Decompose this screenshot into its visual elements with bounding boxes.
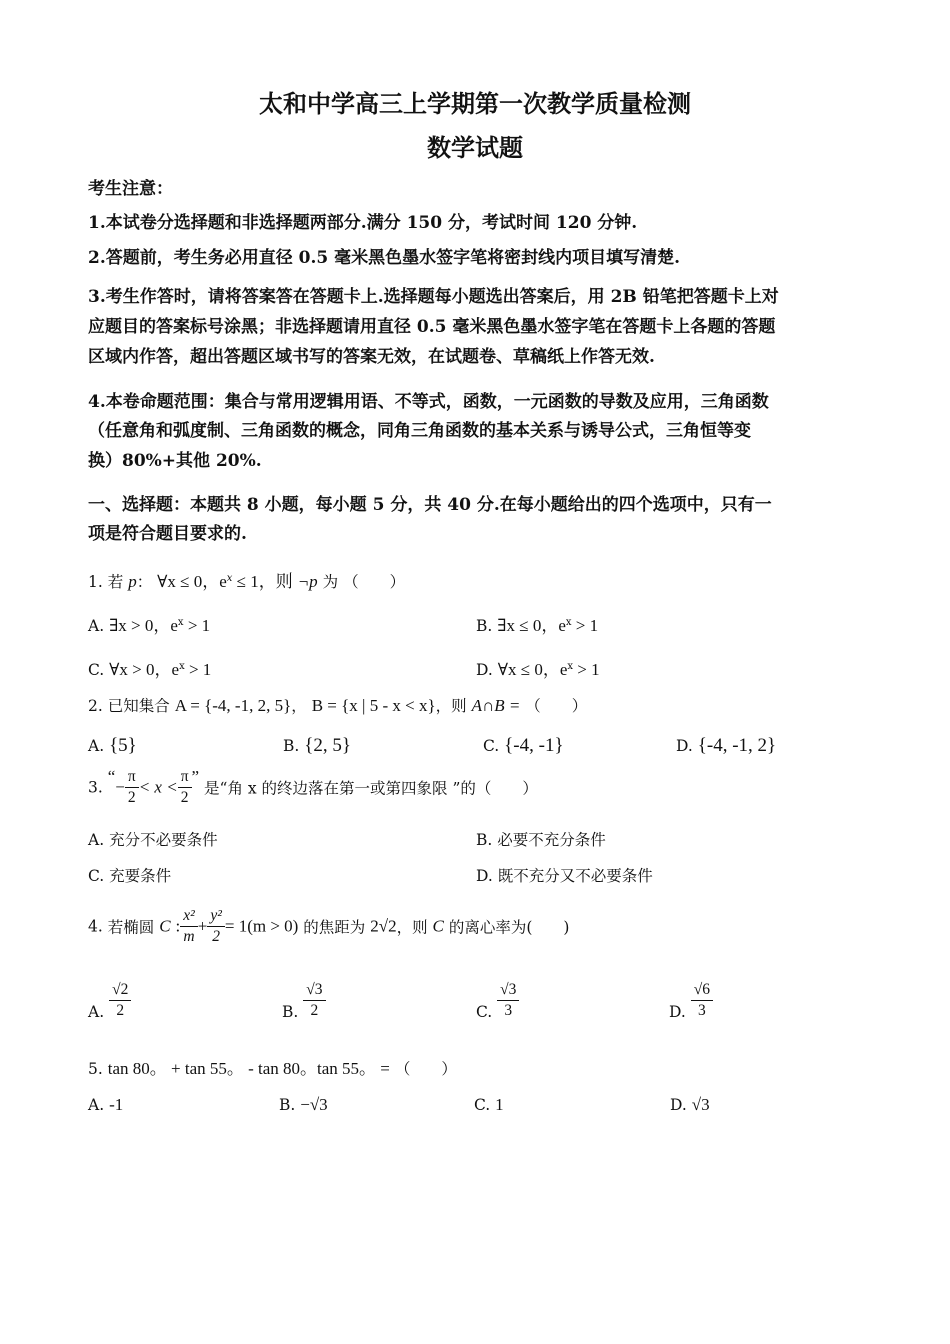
- option-d: D. √3: [670, 1095, 710, 1114]
- notice-line: 换）80%+其他 20%.: [88, 451, 262, 471]
- page-title: 太和中学高三上学期第一次教学质量检测: [259, 89, 691, 118]
- option-d: D. 既不充分又不必要条件: [476, 867, 653, 885]
- option-c: C. 充要条件: [88, 867, 172, 885]
- option-d: D. ∀x ≤ 0，$e^x > 1$: [476, 660, 600, 679]
- notice-line: （任意角和弧度制、三角函数的概念，同角三角函数的基本关系与诱导公式，三角恒等变: [88, 421, 751, 441]
- section-heading: 一、选择题：本题共 8 小题，每小题 5 分，共 40 分.在每小题给出的四个选项中，只有一: [88, 495, 772, 515]
- option-c: C. 1: [474, 1095, 504, 1114]
- notice-line: 应题目的答案标号涂黑；非选择题请用直径 0.5 毫米黑色墨水签字笔在答题卡上各题的答题: [88, 317, 776, 337]
- section-heading: 项是符合题目要求的.: [88, 524, 247, 544]
- notice-line: 3.考生作答时，请将答案答在答题卡上.选择题每小题选出答案后，用 2B 铅笔把答题卡上对: [88, 287, 779, 307]
- option-d: D. {-4, -1, 2}: [676, 735, 777, 756]
- option-a: A. $\frac{√2}{2}$: [88, 980, 131, 1021]
- option-d: D. $\frac{√6}{3}$: [669, 980, 713, 1021]
- option-b: B. $\frac{√3}{2}$: [282, 980, 326, 1021]
- option-a: A. ∃x > 0，$e^x > 1$: [88, 616, 211, 635]
- option-c: C. {-4, -1}: [483, 735, 564, 756]
- notice-heading: 考生注意：: [88, 179, 173, 199]
- page-subtitle: 数学试题: [427, 133, 523, 162]
- notice-line: 2.答题前，考生务必用直径 0.5 毫米黑色墨水签字笔将密封线内项目填写清楚.: [88, 248, 681, 268]
- option-b: B. −√3: [279, 1095, 328, 1114]
- question-4: 4. 若椭圆 C : $\frac{\text{x²}}{m}$ + $\frac{\text{y²}}{2}$ = 1(m > 0) 的焦距为 2√2，则 C 的离心率为( ): [88, 907, 570, 945]
- option-b: B. 必要不充分条件: [476, 831, 606, 849]
- notice-line: 区域内作答，超出答题区域书写的答案无效，在试题卷、草稿纸上作答无效.: [88, 347, 655, 367]
- question-2: 2. 已知集合 A = {-4, -1, 2, 5}， B = {x | 5 - x < x}，则 A∩B = （ ）: [88, 696, 588, 715]
- option-c: C. ∀x > 0，$e^x > 1$: [88, 660, 212, 679]
- option-a: A. -1: [88, 1095, 124, 1114]
- question-5: 5. tan 80。 + tan 55。 - tan 80。tan 55。 = （ ）: [88, 1059, 457, 1078]
- notice-line: 1.本试卷分选择题和非选择题两部分.满分 150 分，考试时间 120 分钟.: [88, 213, 638, 233]
- option-b: B. ∃x ≤ 0，$e^x > 1$: [476, 616, 599, 635]
- question-1: 1. 若 p： ∀x ≤ 0，$e^x \le 1$，则 ¬p 为 （ ）: [88, 572, 406, 591]
- option-a: A. 充分不必要条件: [88, 831, 218, 849]
- option-c: C. $\frac{√3}{3}$: [476, 980, 519, 1021]
- option-b: B. {2, 5}: [283, 735, 352, 756]
- notice-line: 4.本卷命题范围：集合与常用逻辑用语、不等式，函数，一元函数的导数及应用，三角函数: [88, 392, 769, 412]
- option-a: A. {5}: [88, 735, 137, 756]
- question-3: 3. “− $\frac{\pi}{2}$ < x < $\frac{\pi}{2}$ ” 是“角 x 的终边落在第一或第四象限 ”的（ ）: [88, 767, 538, 806]
